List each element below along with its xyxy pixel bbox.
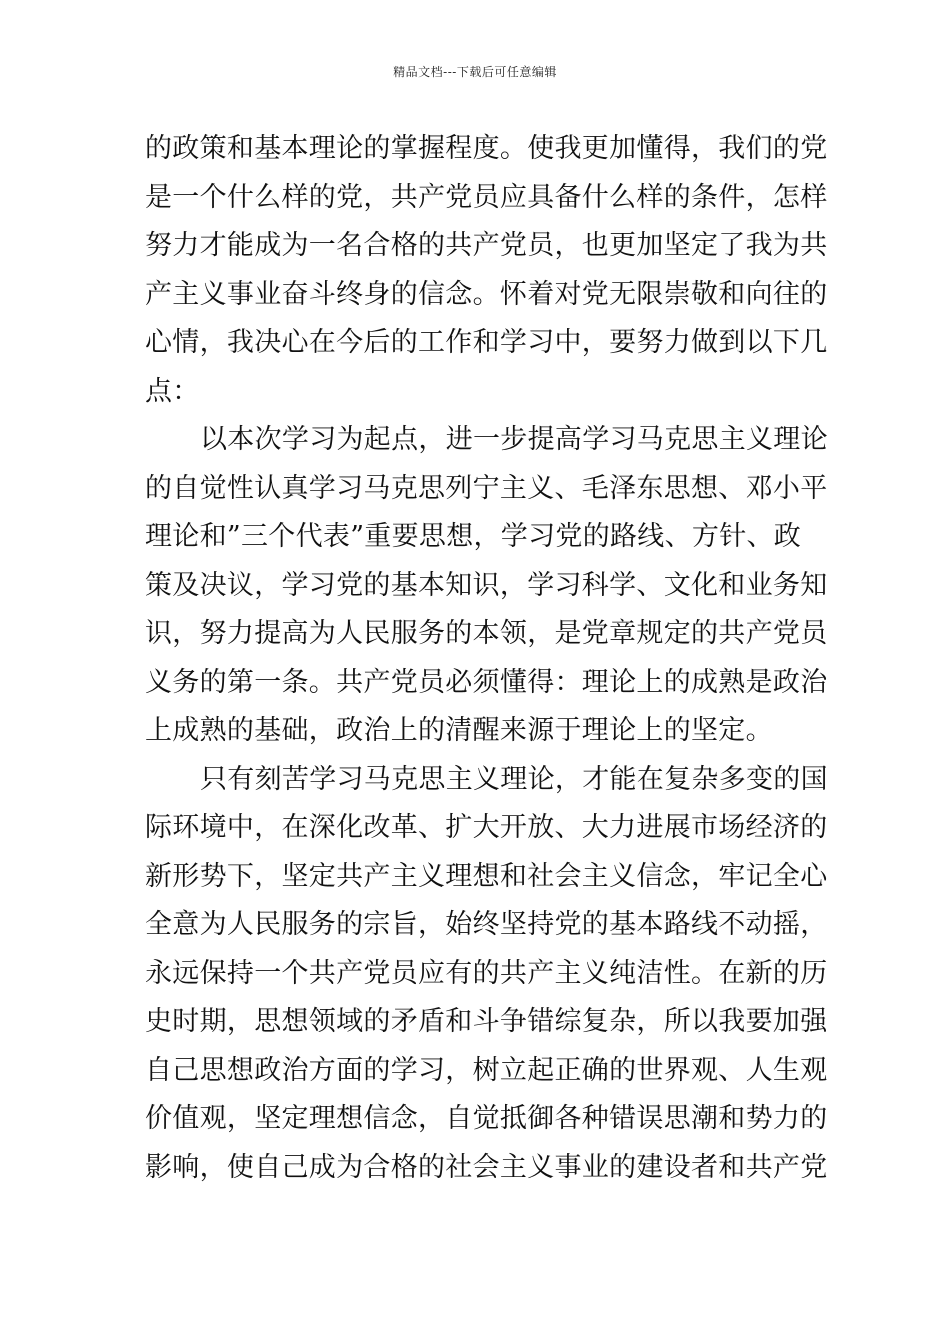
text-line: 的政策和基本理论的掌握程度。使我更加懂得，我们的党 — [145, 133, 828, 164]
text-line: 识，努力提高为人民服务的本领，是党章规定的共产党员 — [145, 618, 828, 649]
text-line: 上成熟的基础，政治上的清醒来源于理论上的坚定。 — [145, 715, 773, 746]
document-body — [145, 125, 828, 1192]
text-line: 的自觉性认真学习马克思列宁主义、毛泽东思想、邓小平 — [145, 472, 828, 504]
paragraph-first-line: 以本次学习为起点，进一步提高学习马克思主义理论 — [200, 424, 828, 455]
text-line: 史时期，思想领域的矛盾和斗争错综复杂，所以我要加强 — [145, 1006, 828, 1037]
text-line: 自己思想政治方面的学习，树立起正确的世界观、人生观 — [145, 1054, 828, 1086]
page-header: 精品文档---下载后可任意编辑 — [393, 65, 557, 79]
text-line: 点： — [145, 375, 200, 407]
text-line: 价值观，坚定理想信念，自觉抵御各种错误思潮和势力的 — [145, 1103, 828, 1134]
text-line: 新形势下，坚定共产主义理想和社会主义信念，牢记全心 — [145, 860, 828, 892]
text-line: 心情，我决心在今后的工作和学习中，要努力做到以下几 — [145, 327, 828, 358]
text-line: 是一个什么样的党，共产党员应具备什么样的条件，怎样 — [145, 181, 828, 213]
text-line: 全意为人民服务的宗旨，始终坚持党的基本路线不动摇， — [145, 909, 828, 940]
text-line: 策及决议，学习党的基本知识，学习科学、文化和业务知 — [145, 569, 828, 601]
text-line: 努力才能成为一名合格的共产党员，也更加坚定了我为共 — [145, 230, 828, 261]
text-line: 产主义事业奋斗终身的信念。怀着对党无限崇敬和向往的 — [145, 278, 828, 310]
text-line: 义务的第一条。共产党员必须懂得：理论上的成熟是政治 — [145, 666, 828, 698]
text-line: 理论和”三个代表”重要思想，学习党的路线、方针、政 — [145, 521, 802, 552]
text-line: 影响，使自己成为合格的社会主义事业的建设者和共产党 — [145, 1151, 828, 1183]
text-line: 际环境中，在深化改革、扩大开放、大力进展市场经济的 — [145, 812, 828, 843]
text-line: 永远保持一个共产党员应有的共产主义纯洁性。在新的历 — [145, 957, 828, 989]
paragraph-first-line: 只有刻苦学习马克思主义理论，才能在复杂多变的国 — [200, 763, 828, 795]
